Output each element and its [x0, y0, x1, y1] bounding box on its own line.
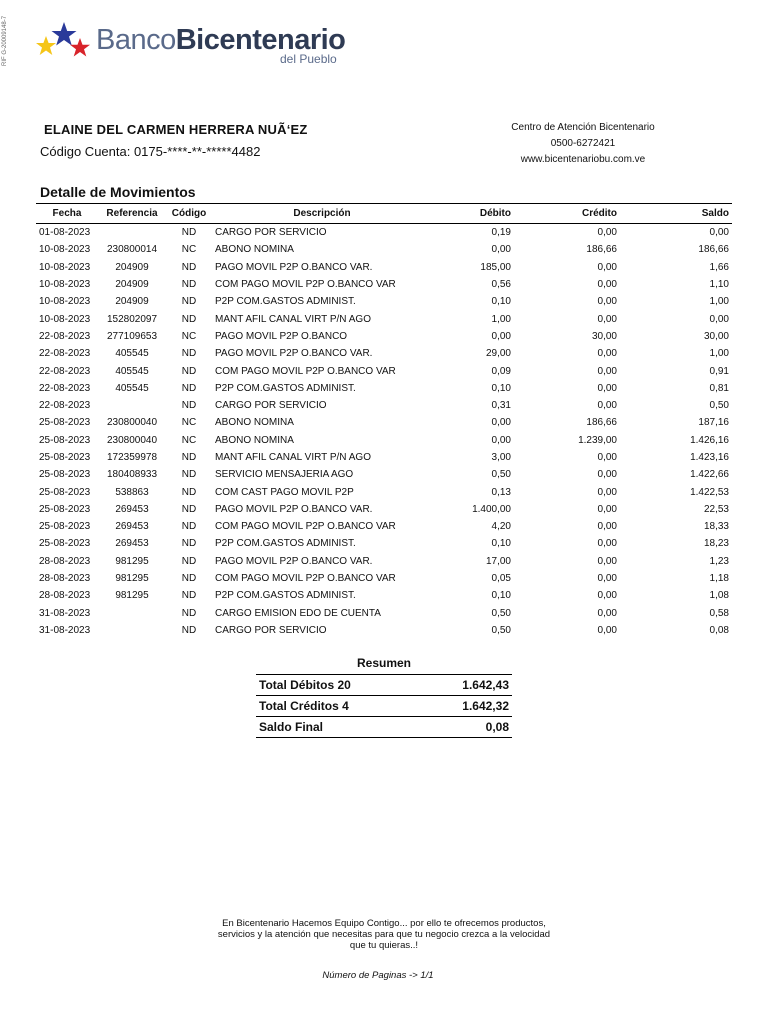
- cell-credito: 0,00: [597, 400, 617, 412]
- cell-credito: 186,66: [586, 417, 617, 429]
- summary-table: [256, 674, 512, 738]
- cell-referencia: 981295: [115, 573, 149, 585]
- cell-saldo: 1,23: [709, 555, 729, 567]
- cell-codigo: NC: [181, 244, 197, 256]
- header-credito: Crédito: [514, 204, 620, 224]
- cell-referencia: 538863: [115, 486, 149, 498]
- cell-credito: 0,00: [597, 538, 617, 550]
- cell-descripcion: PAGO MOVIL P2P O.BANCO VAR.: [215, 348, 373, 360]
- table-row: [36, 380, 732, 397]
- cell-saldo: 1,08: [709, 590, 729, 602]
- cell-fecha: 10-08-2023: [39, 244, 91, 256]
- cell-referencia: 405545: [115, 365, 149, 377]
- summary-label: Total Débitos 20: [256, 675, 422, 696]
- cell-codigo: ND: [181, 452, 197, 463]
- cell-referencia: 204909: [115, 296, 149, 308]
- cell-saldo: 0,50: [709, 400, 729, 412]
- table-row: [36, 466, 732, 483]
- cell-fecha: 22-08-2023: [39, 348, 91, 360]
- cell-fecha: 22-08-2023: [39, 382, 91, 394]
- cell-debito: 185,00: [480, 261, 511, 273]
- summary-row: [256, 696, 512, 717]
- cell-debito: 0,10: [491, 296, 511, 308]
- cell-codigo: ND: [181, 555, 197, 567]
- cell-descripcion: CARGO POR SERVICIO: [215, 624, 327, 636]
- bank-name-light: Banco: [96, 24, 176, 56]
- stars-logo-icon: [34, 22, 94, 66]
- cell-codigo: ND: [181, 348, 197, 360]
- summary-label: Saldo Final: [256, 717, 422, 738]
- cell-credito: 186,66: [586, 244, 617, 256]
- cell-referencia: 152802097: [106, 313, 158, 325]
- cell-debito: 0,50: [491, 607, 511, 619]
- cell-fecha: 10-08-2023: [39, 296, 91, 308]
- footer-message: [180, 918, 588, 951]
- yellow-star-icon: [36, 36, 56, 55]
- footer-line: En Bicentenario Hacemos Equipo Contigo... por ello te ofrecemos productos,: [222, 918, 546, 929]
- table-row: [36, 432, 732, 449]
- header-referencia: Referencia: [98, 204, 166, 224]
- cell-referencia: [98, 605, 166, 622]
- cell-descripcion: ABONO NOMINA: [215, 434, 294, 446]
- cell-fecha: 22-08-2023: [39, 330, 91, 342]
- cell-codigo: NC: [181, 417, 197, 429]
- cell-saldo: 18,23: [703, 538, 729, 550]
- table-row: [36, 483, 732, 500]
- cell-codigo: ND: [181, 279, 197, 291]
- cell-fecha: 28-08-2023: [39, 590, 91, 602]
- cell-saldo: 1,00: [709, 296, 729, 308]
- cell-descripcion: COM PAGO MOVIL P2P O.BANCO VAR: [215, 365, 396, 377]
- cell-fecha: 25-08-2023: [39, 521, 91, 533]
- cell-debito: 0,10: [491, 382, 511, 394]
- cell-fecha: 10-08-2023: [39, 261, 91, 273]
- cell-saldo: 22,53: [703, 503, 729, 515]
- table-row: [36, 328, 732, 345]
- cell-saldo: 1.426,16: [690, 434, 729, 446]
- contact-center: Centro de Atención Bicentenario: [511, 122, 655, 133]
- cell-codigo: ND: [181, 469, 197, 481]
- cell-saldo: 1,66: [709, 261, 729, 273]
- cell-debito: 4,20: [491, 521, 511, 533]
- cell-saldo: 0,08: [709, 624, 729, 636]
- cell-fecha: 22-08-2023: [39, 400, 91, 412]
- cell-saldo: 0,58: [709, 607, 729, 619]
- cell-referencia: 204909: [115, 261, 149, 273]
- cell-debito: 0,13: [491, 486, 511, 498]
- cell-codigo: ND: [181, 624, 197, 636]
- table-row: [36, 553, 732, 570]
- cell-credito: 0,00: [597, 261, 617, 273]
- cell-referencia: 981295: [115, 590, 149, 602]
- cell-credito: 0,00: [597, 469, 617, 481]
- cell-codigo: ND: [181, 590, 197, 602]
- cell-fecha: 25-08-2023: [39, 469, 91, 481]
- cell-descripcion: P2P COM.GASTOS ADMINIST.: [215, 590, 356, 602]
- cell-descripcion: PAGO MOVIL P2P O.BANCO VAR.: [215, 261, 373, 273]
- cell-fecha: 31-08-2023: [39, 624, 91, 636]
- table-row: [36, 605, 732, 622]
- cell-fecha: 25-08-2023: [39, 486, 91, 498]
- cell-saldo: 0,00: [709, 227, 729, 239]
- cell-codigo: ND: [181, 365, 197, 377]
- movements-table: [36, 203, 732, 639]
- cell-debito: 0,31: [491, 400, 511, 412]
- cell-saldo: 1.423,16: [690, 452, 729, 463]
- cell-codigo: ND: [181, 521, 197, 533]
- cell-credito: 0,00: [597, 452, 617, 463]
- table-row: [36, 293, 732, 310]
- summary-row: [256, 717, 512, 738]
- summary-value: 0,08: [422, 717, 512, 738]
- cell-credito: 30,00: [591, 330, 617, 342]
- cell-referencia: 204909: [115, 279, 149, 291]
- cell-saldo: 1.422,66: [690, 469, 729, 481]
- page-number: Número de Paginas -> 1/1: [322, 970, 434, 981]
- cell-fecha: 22-08-2023: [39, 365, 91, 377]
- cell-fecha: 25-08-2023: [39, 503, 91, 515]
- cell-credito: 0,00: [597, 521, 617, 533]
- cell-descripcion: COM PAGO MOVIL P2P O.BANCO VAR: [215, 573, 396, 585]
- cell-codigo: ND: [181, 261, 197, 273]
- cell-descripcion: P2P COM.GASTOS ADMINIST.: [215, 382, 356, 394]
- cell-fecha: 25-08-2023: [39, 452, 91, 463]
- cell-referencia: 172359978: [106, 452, 158, 463]
- cell-descripcion: ABONO NOMINA: [215, 417, 294, 429]
- cell-credito: 0,00: [597, 382, 617, 394]
- cell-referencia: 405545: [115, 348, 149, 360]
- cell-codigo: ND: [181, 313, 197, 325]
- header-codigo: Código: [166, 204, 212, 224]
- cell-debito: 0,10: [491, 590, 511, 602]
- cell-codigo: ND: [181, 503, 197, 515]
- table-row: [36, 414, 732, 431]
- cell-fecha: 25-08-2023: [39, 417, 91, 429]
- bank-subtitle: del Pueblo: [280, 52, 337, 66]
- cell-saldo: 30,00: [703, 330, 729, 342]
- cell-debito: 0,56: [491, 279, 511, 291]
- blue-star-icon: [52, 22, 77, 46]
- table-row: [36, 518, 732, 535]
- client-name: ELAINE DEL CARMEN HERRERA NUÃ‘EZ: [44, 122, 308, 137]
- cell-credito: 0,00: [597, 313, 617, 325]
- rif-vertical: [2, 10, 24, 90]
- cell-debito: 0,00: [491, 244, 511, 256]
- contact-phone: 0500-6272421: [550, 138, 616, 149]
- cell-referencia: [98, 224, 166, 242]
- cell-descripcion: PAGO MOVIL P2P O.BANCO VAR.: [215, 503, 373, 515]
- header-debito: Débito: [432, 204, 514, 224]
- cell-saldo: 1,00: [709, 348, 729, 360]
- contact-web: www.bicentenariobu.com.ve: [520, 154, 646, 165]
- cell-debito: 0,05: [491, 573, 511, 585]
- cell-saldo: 0,81: [709, 382, 729, 394]
- cell-saldo: 0,91: [709, 365, 729, 377]
- summary-title: Resumen: [356, 656, 412, 670]
- cell-debito: 1,00: [491, 313, 511, 325]
- cell-fecha: 28-08-2023: [39, 555, 91, 567]
- cell-descripcion: CARGO POR SERVICIO: [215, 400, 327, 412]
- cell-debito: 0,09: [491, 365, 511, 377]
- cell-saldo: 18,33: [703, 521, 729, 533]
- cell-referencia: 180408933: [106, 469, 158, 481]
- cell-debito: 0,10: [491, 538, 511, 550]
- cell-descripcion: COM CAST PAGO MOVIL P2P: [215, 486, 354, 498]
- cell-referencia: 269453: [115, 521, 149, 533]
- table-row: [36, 345, 732, 362]
- cell-debito: 0,00: [491, 330, 511, 342]
- cell-credito: 0,00: [597, 227, 617, 239]
- cell-codigo: ND: [181, 486, 197, 498]
- header-saldo: Saldo: [620, 204, 732, 224]
- cell-saldo: 0,00: [709, 313, 729, 325]
- cell-debito: 29,00: [485, 348, 511, 360]
- cell-referencia: 269453: [115, 538, 149, 550]
- cell-codigo: ND: [181, 296, 197, 308]
- cell-debito: 0,50: [491, 469, 511, 481]
- cell-codigo: NC: [181, 330, 197, 342]
- cell-credito: 0,00: [597, 279, 617, 291]
- cell-saldo: 1,10: [709, 279, 729, 291]
- cell-referencia: 230800040: [106, 434, 158, 446]
- cell-descripcion: MANT AFIL CANAL VIRT P/N AGO: [215, 452, 371, 463]
- summary-value: 1.642,32: [422, 696, 512, 717]
- red-star-icon: [70, 38, 90, 57]
- cell-debito: 0,50: [491, 624, 511, 636]
- cell-descripcion: COM PAGO MOVIL P2P O.BANCO VAR: [215, 521, 396, 533]
- cell-fecha: 10-08-2023: [39, 313, 91, 325]
- cell-fecha: 01-08-2023: [39, 227, 91, 239]
- cell-referencia: 981295: [115, 555, 149, 567]
- cell-codigo: ND: [181, 400, 197, 412]
- table-row: [36, 622, 732, 639]
- cell-referencia: 269453: [115, 503, 149, 515]
- bank-name-bold: Bicentenario: [175, 24, 346, 56]
- cell-descripcion: P2P COM.GASTOS ADMINIST.: [215, 296, 356, 308]
- cell-debito: 0,00: [491, 434, 511, 446]
- cell-descripcion: CARGO EMISION EDO DE CUENTA: [215, 607, 381, 619]
- contact-block: [480, 120, 686, 168]
- cell-descripcion: PAGO MOVIL P2P O.BANCO: [215, 330, 348, 342]
- summary-label: Total Créditos 4: [256, 696, 422, 717]
- footer-line: que tu quieras..!: [349, 940, 419, 951]
- summary-row: [256, 675, 512, 696]
- cell-referencia: 230800040: [106, 417, 158, 429]
- table-row: [36, 587, 732, 604]
- cell-credito: 1.239,00: [578, 434, 617, 446]
- cell-debito: 0,00: [491, 417, 511, 429]
- cell-saldo: 186,66: [698, 244, 729, 256]
- cell-saldo: 187,16: [698, 417, 729, 429]
- cell-referencia: [98, 397, 166, 414]
- cell-credito: 0,00: [597, 503, 617, 515]
- cell-fecha: 25-08-2023: [39, 434, 91, 446]
- cell-fecha: 25-08-2023: [39, 538, 91, 550]
- table-row: [36, 449, 732, 466]
- cell-debito: 1.400,00: [472, 503, 511, 515]
- cell-codigo: ND: [181, 382, 197, 394]
- summary-value: 1.642,43: [422, 675, 512, 696]
- table-row: [36, 310, 732, 327]
- table-row: [36, 570, 732, 587]
- cell-codigo: ND: [181, 227, 197, 239]
- header-descripcion: Descripción: [212, 204, 432, 224]
- cell-debito: 17,00: [485, 555, 511, 567]
- cell-referencia: 405545: [115, 382, 149, 394]
- cell-codigo: NC: [181, 434, 197, 446]
- table-row: [36, 276, 732, 293]
- account-code: Código Cuenta: 0175-****-**-*****4482: [40, 144, 261, 159]
- table-row: [36, 397, 732, 414]
- cell-debito: 3,00: [491, 452, 511, 463]
- cell-saldo: 1.422,53: [690, 486, 729, 498]
- cell-codigo: ND: [181, 607, 197, 619]
- cell-credito: 0,00: [597, 624, 617, 636]
- cell-descripcion: MANT AFIL CANAL VIRT P/N AGO: [215, 313, 371, 325]
- cell-credito: 0,00: [597, 365, 617, 377]
- table-row: [36, 535, 732, 552]
- table-row: [36, 259, 732, 276]
- cell-credito: 0,00: [597, 555, 617, 567]
- cell-fecha: 28-08-2023: [39, 573, 91, 585]
- cell-referencia: [98, 622, 166, 639]
- cell-fecha: 31-08-2023: [39, 607, 91, 619]
- cell-debito: 0,19: [491, 227, 511, 239]
- cell-credito: 0,00: [597, 590, 617, 602]
- footer-line: servicios y la atención que necesitas para que tu negocio crezca a la velocidad: [217, 929, 551, 940]
- cell-descripcion: P2P COM.GASTOS ADMINIST.: [215, 538, 356, 550]
- table-row: [36, 362, 732, 379]
- table-row: [36, 224, 732, 242]
- cell-descripcion: SERVICIO MENSAJERIA AGO: [215, 469, 354, 481]
- cell-referencia: 277109653: [106, 330, 158, 342]
- cell-codigo: ND: [181, 538, 197, 550]
- cell-credito: 0,00: [597, 296, 617, 308]
- cell-credito: 0,00: [597, 573, 617, 585]
- rif-text: RIF G-20009148-7: [2, 15, 8, 66]
- header-fecha: Fecha: [36, 204, 98, 224]
- cell-referencia: 230800014: [106, 244, 158, 256]
- cell-saldo: 1,18: [709, 573, 729, 585]
- cell-descripcion: ABONO NOMINA: [215, 244, 294, 256]
- section-title: Detalle de Movimientos: [40, 184, 196, 200]
- table-header-row: [36, 204, 732, 224]
- table-row: [36, 241, 732, 258]
- table-row: [36, 501, 732, 518]
- cell-credito: 0,00: [597, 348, 617, 360]
- cell-credito: 0,00: [597, 486, 617, 498]
- cell-fecha: 10-08-2023: [39, 279, 91, 291]
- cell-descripcion: CARGO POR SERVICIO: [215, 227, 327, 239]
- cell-credito: 0,00: [597, 607, 617, 619]
- cell-codigo: ND: [181, 573, 197, 585]
- cell-descripcion: PAGO MOVIL P2P O.BANCO VAR.: [215, 555, 373, 567]
- cell-descripcion: COM PAGO MOVIL P2P O.BANCO VAR: [215, 279, 396, 291]
- bank-logo: [34, 18, 354, 70]
